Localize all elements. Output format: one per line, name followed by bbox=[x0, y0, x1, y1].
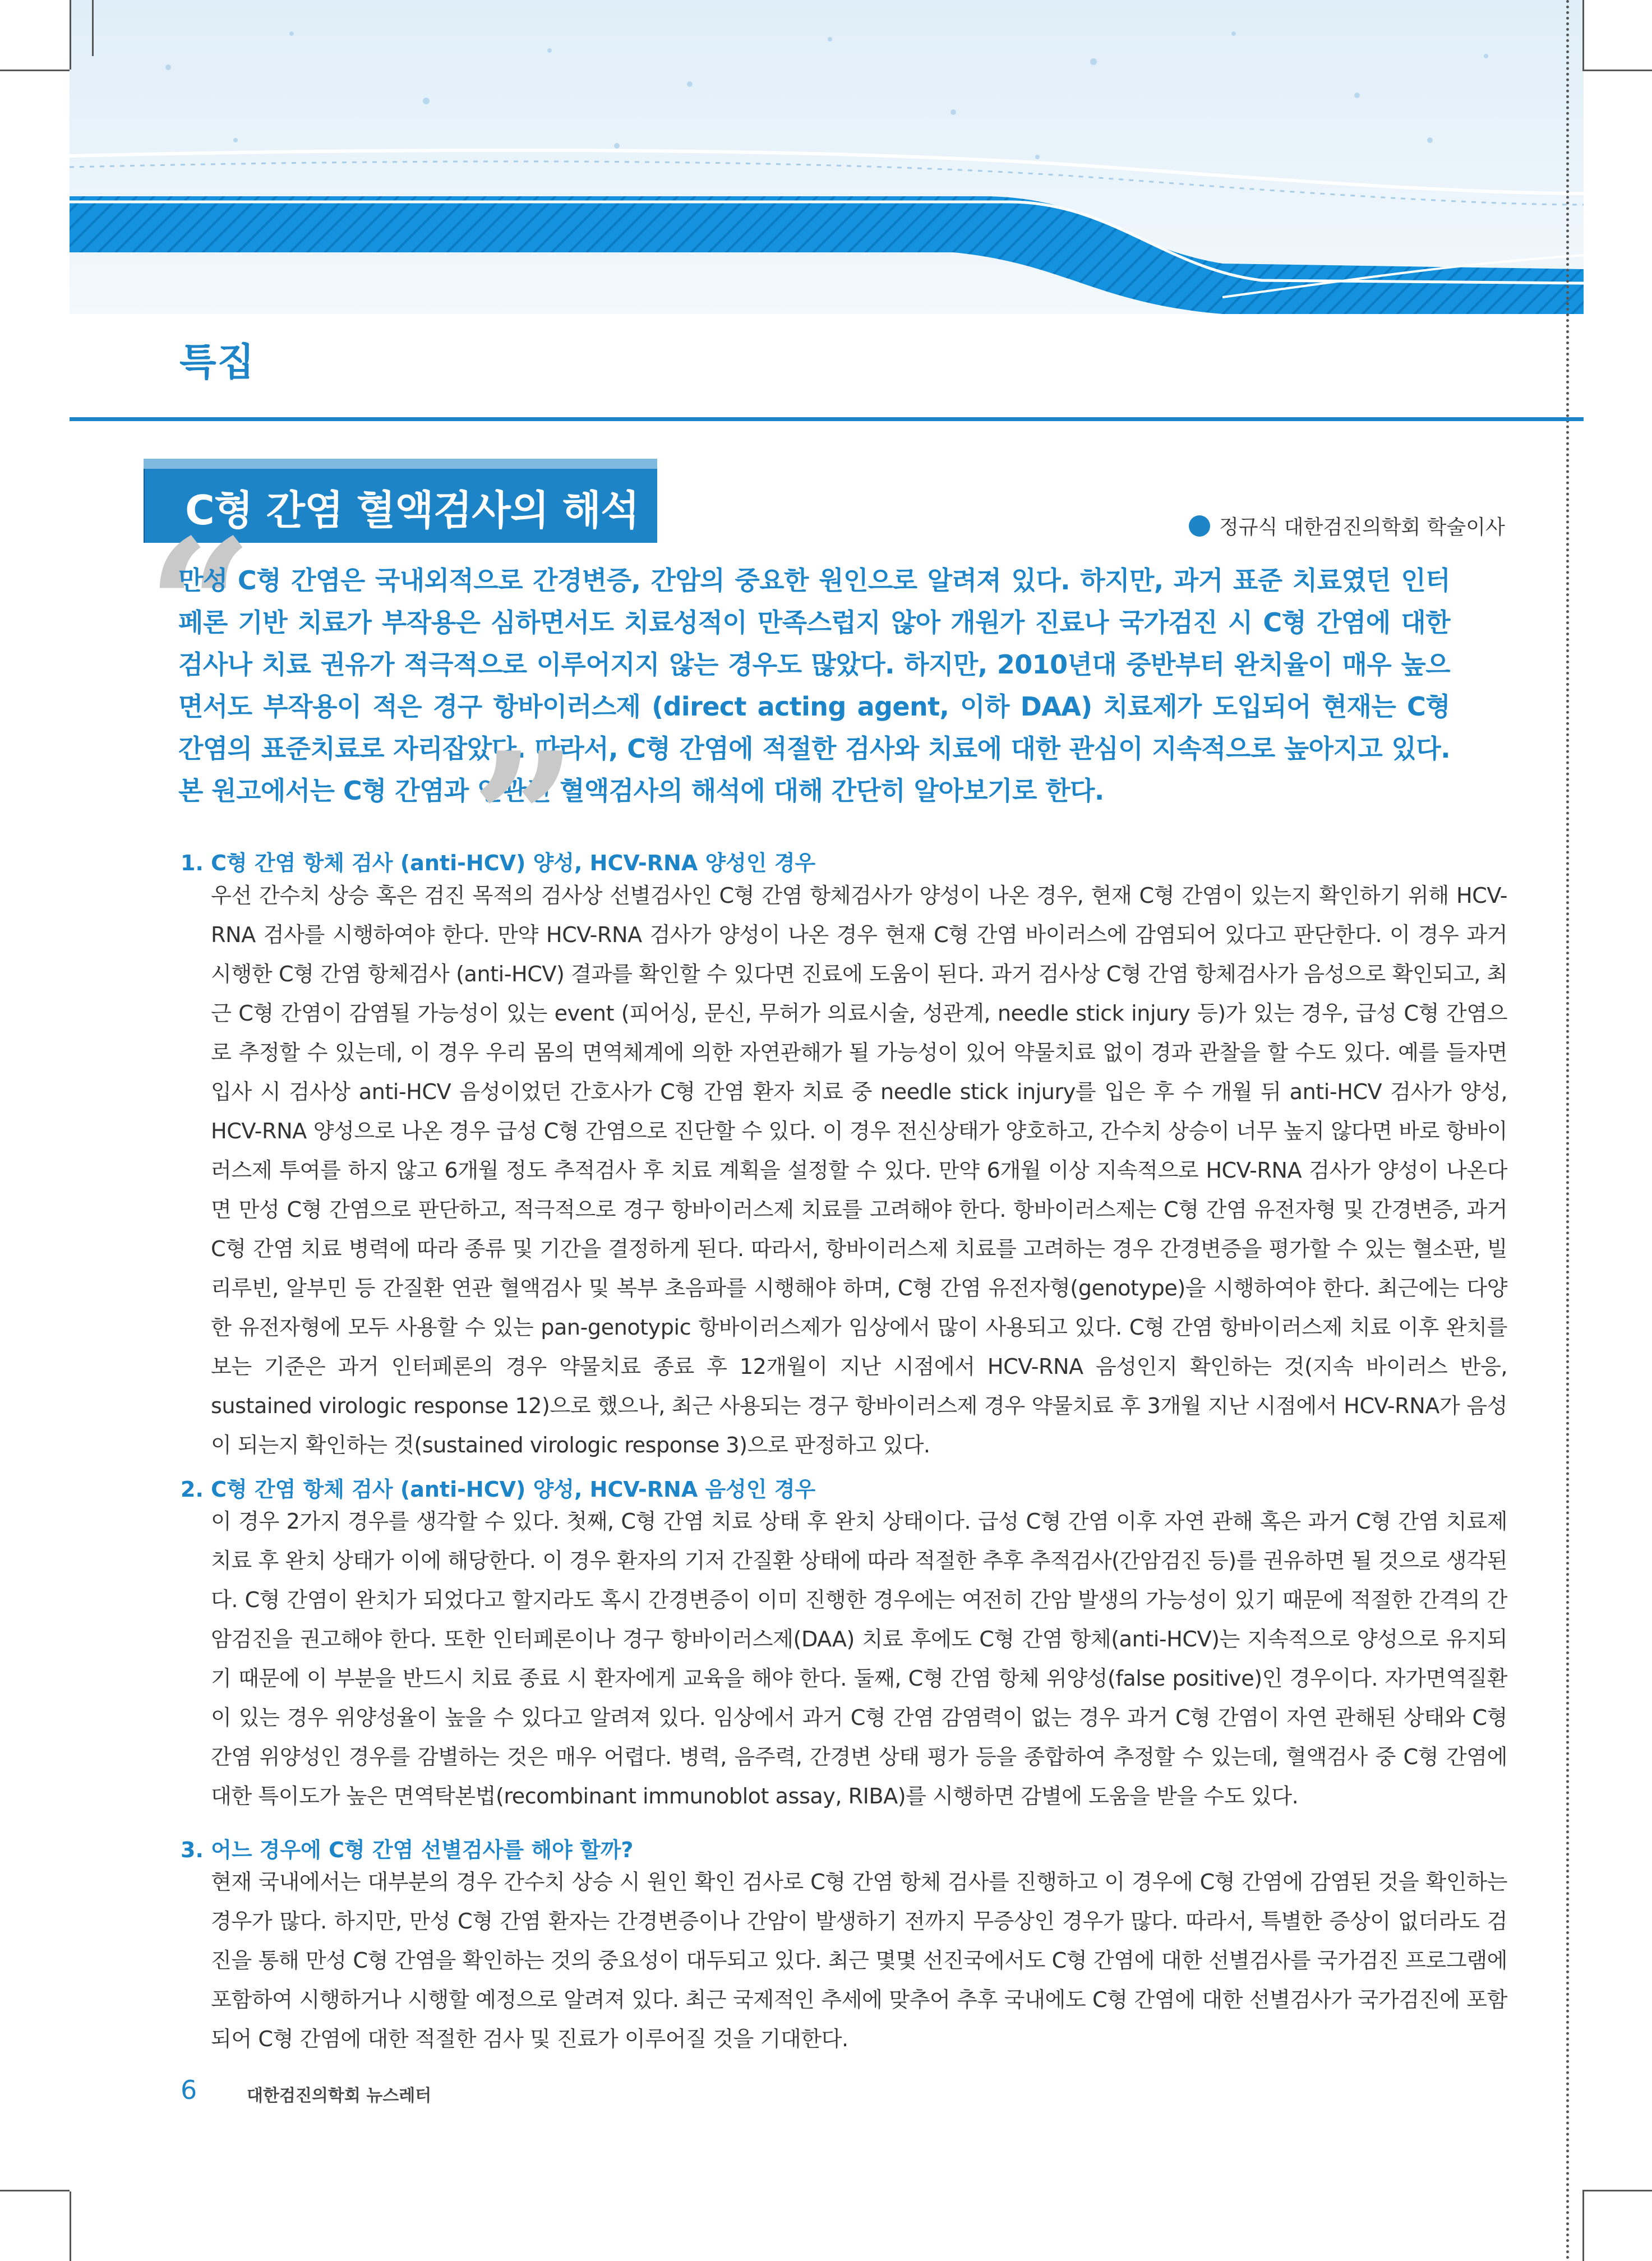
crop-mark bbox=[1582, 0, 1584, 70]
article-intro: 만성 C형 간염은 국내외적으로 간경변증, 간암의 중요한 원인으로 알려져 있다. 하지만, 과거 표준 치료였던 인터페론 기반 치료가 부작용은 심하면서도 치료성적이 만족스럽지 않아 개원가 진료나 국가검진 시 C형 간염에 대한 검사나 치료 권유가 적극적으로 이루어지지 않는 경우도 많았다. 하지만, 2010년대 중반부터 완치율이 매우 높으면서도 부작용이 적은 경구 항바이러스제 (direct acting agent, 이하 DAA) 치료제가 도입되어 현재는 C형 간염의 표준치료로 자리잡았다. 따라서, C형 간염에 적절한 검사와 치료에 대한 관심이 지속적으로 높아지고 있다. 본 원고에서는 C형 간염과 연관된 혈액검사의 해석에 대해 간단히 알아보기로 한다. bbox=[178, 565, 1450, 806]
section-body-2: 이 경우 2가지 경우를 생각할 수 있다. 첫째, C형 간염 치료 상태 후 완치 상태이다. 급성 C형 간염 이후 자연 관해 혹은 과거 C형 간염 치료제 치료 후 완치 상태가 이에 해당한다. 이 경우 환자의 기저 간질환 상태에 따라 적절한 추후 추적검사(간암검진 등)를 권유하면 될 것으로 생각된다. C형 간염이 완치가 되었다고 할지라도 혹시 간경변증이 이미 진행한 경우에는 여전히 간암 발생의 가능성이 있기 때문에 적절한 간격의 간암검진을 권고해야 한다. 또한 인터페론이나 경구 항바이러스제(DAA) 치료 후에도 C형 간염 항체(anti-HCV)는 지속적으로 양성으로 유지되기 때문에 이 부분을 반드시 치료 종료 시 환자에게 교육을 해야 한다. 둘째, C형 간염 항체 위양성(false positive)인 경우이다. 자가면역질환이 있는 경우 위양성율이 높을 수 있다고 알려져 있다. 임상에서 과거 C형 간염 감염력이 없는 경우 과거 C형 간염이 자연 관해된 상태와 C형 간염 위양성인 경우를 감별하는 것은 매우 어렵다. 병력, 음주력, 간경변 상태 평가 등을 종합하여 추정할 수 있는데, 혈액검사 중 C형 간염에 대한 특이도가 높은 면역탁본법(recombinant immunoblot assay, RIBA)를 시행하면 감별에 도움을 받을 수도 있다. bbox=[211, 1510, 1507, 1809]
section-body-3: 현재 국내에서는 대부분의 경우 간수치 상승 시 원인 확인 검사로 C형 간염 항체 검사를 진행하고 이 경우에 C형 간염에 감염된 것을 확인하는 경우가 많다. 하지만, 만성 C형 간염 환자는 간경변증이나 간암이 발생하기 전까지 무증상인 경우가 많다. 따라서, 특별한 증상이 없더라도 검진을 통해 만성 C형 간염을 확인하는 것의 중요성이 대두되고 있다. 최근 몇몇 선진국에서도 C형 간염에 대한 선별검사를 국가검진 프로그램에 포함하여 시행하거나 시행할 예정으로 알려져 있다. 최근 국제적인 추세에 맞추어 추후 국내에도 C형 간염에 대한 선별검사가 국가검진에 포함되어 C형 간염에 대한 적절한 검사 및 진료가 이루어질 것을 기대한다. bbox=[211, 1870, 1507, 2052]
divider bbox=[70, 417, 1584, 421]
section-heading-2: 2. C형 간염 항체 검사 (anti-HCV) 양성, HCV-RNA 음성인 경우 bbox=[181, 1477, 816, 1502]
crop-mark bbox=[1582, 2191, 1584, 2261]
quote-close-icon: ” bbox=[471, 712, 578, 929]
crop-mark bbox=[92, 0, 94, 56]
author-name: 정규식 대한검진의학회 학술이사 bbox=[1219, 516, 1505, 539]
section-heading-1: 1. C형 간염 항체 검사 (anti-HCV) 양성, HCV-RNA 양성인 경우 bbox=[181, 851, 816, 875]
crop-mark bbox=[1582, 2190, 1652, 2191]
publication-name: 대한검진의학회 뉴스레터 bbox=[247, 2086, 432, 2106]
crop-mark bbox=[0, 70, 70, 71]
bullet-dot-icon bbox=[1189, 515, 1210, 537]
quote-open-icon: “ bbox=[147, 499, 253, 716]
crop-mark bbox=[0, 2190, 70, 2191]
article-title: C형 간염 혈액검사의 해석 bbox=[185, 487, 639, 534]
crop-mark bbox=[70, 2191, 71, 2261]
crop-mark bbox=[70, 0, 71, 70]
author-line bbox=[1189, 511, 1505, 540]
section-heading-3: 3. 어느 경우에 C형 간염 선별검사를 해야 할까? bbox=[181, 1838, 634, 1862]
crop-mark bbox=[1582, 70, 1652, 71]
page-number: 6 bbox=[181, 2075, 197, 2105]
guide-line bbox=[1566, 0, 1569, 2261]
section-body-1: 우선 간수치 상승 혹은 검진 목적의 검사상 선별검사인 C형 간염 항체검사가 양성이 나온 경우, 현재 C형 간염이 있는지 확인하기 위해 HCV-RNA 검사를 시행하여야 한다. 만약 HCV-RNA 검사가 양성이 나온 경우 현재 C형 간염 바이러스에 감염되어 있다고 판단한다. 이 경우 과거 시행한 C형 간염 항체검사 (anti-HCV) 결과를 확인할 수 있다면 진료에 도움이 된다. 과거 검사상 C형 간염 항체검사가 음성으로 확인되고, 최근 C형 간염이 감염될 가능성이 있는 event (피어싱, 문신, 무허가 의료시술, 성관계, needle stick injury 등)가 있는 경우, 급성 C형 간염으로 추정할 수 있는데, 이 경우 우리 몸의 면역체계에 의한 자연관해가 될 가능성이 있어 약물치료 없이 경과 관찰을 할 수도 있다. 예를 들자면 입사 시 검사상 anti-HCV 음성이었던 간호사가 C형 간염 환자 치료 중 needle stick injury를 입은 후 수 개월 뒤 anti-HCV 검사가 양성, HCV-RNA 양성으로 나온 경우 급성 C형 간염으로 진단할 수 있다. 이 경우 전신상태가 양호하고, 간수치 상승이 너무 높지 않다면 바로 항바이러스제 투여를 하지 않고 6개월 정도 추적검사 후 치료 계획을 설정할 수 있다. 만약 6개월 이상 지속적으로 HCV-RNA 검사가 양성이 나온다면 만성 C형 간염으로 판단하고, 적극적으로 경구 항바이러스제 치료를 고려해야 한다. 항바이러스제는 C형 간염 유전자형 및 간경변증, 과거 C형 간염 치료 병력에 따라 종류 및 기간을 결정하게 된다. 따라서, 항바이러스제 치료를 고려하는 경우 간경변증을 평가할 수 있는 혈소판, 빌리루빈, 알부민 등 간질환 연관 혈액검사 및 복부 초음파를 시행해야 하며, C형 간염 유전자형(genotype)을 시행하여야 한다. 최근에는 다양한 유전자형에 모두 사용할 수 있는 pan-genotypic 항바이러스제가 임상에서 많이 사용되고 있다. C형 간염 항바이러스제 치료 이후 완치를 보는 기준은 과거 인터페론의 경우 약물치료 종료 후 12개월이 지난 시점에서 HCV-RNA 음성인지 확인하는 것(지속 바이러스 반응, sustained virologic response 12)으로 했으나, 최근 사용되는 경구 항바이러스제 경우 약물치료 후 3개월 지난 시점에서 HCV-RNA가 음성이 되는지 확인하는 것(sustained virologic response 3)으로 판정하고 있다. bbox=[211, 884, 1507, 1458]
section-label: 특집 bbox=[179, 340, 256, 385]
